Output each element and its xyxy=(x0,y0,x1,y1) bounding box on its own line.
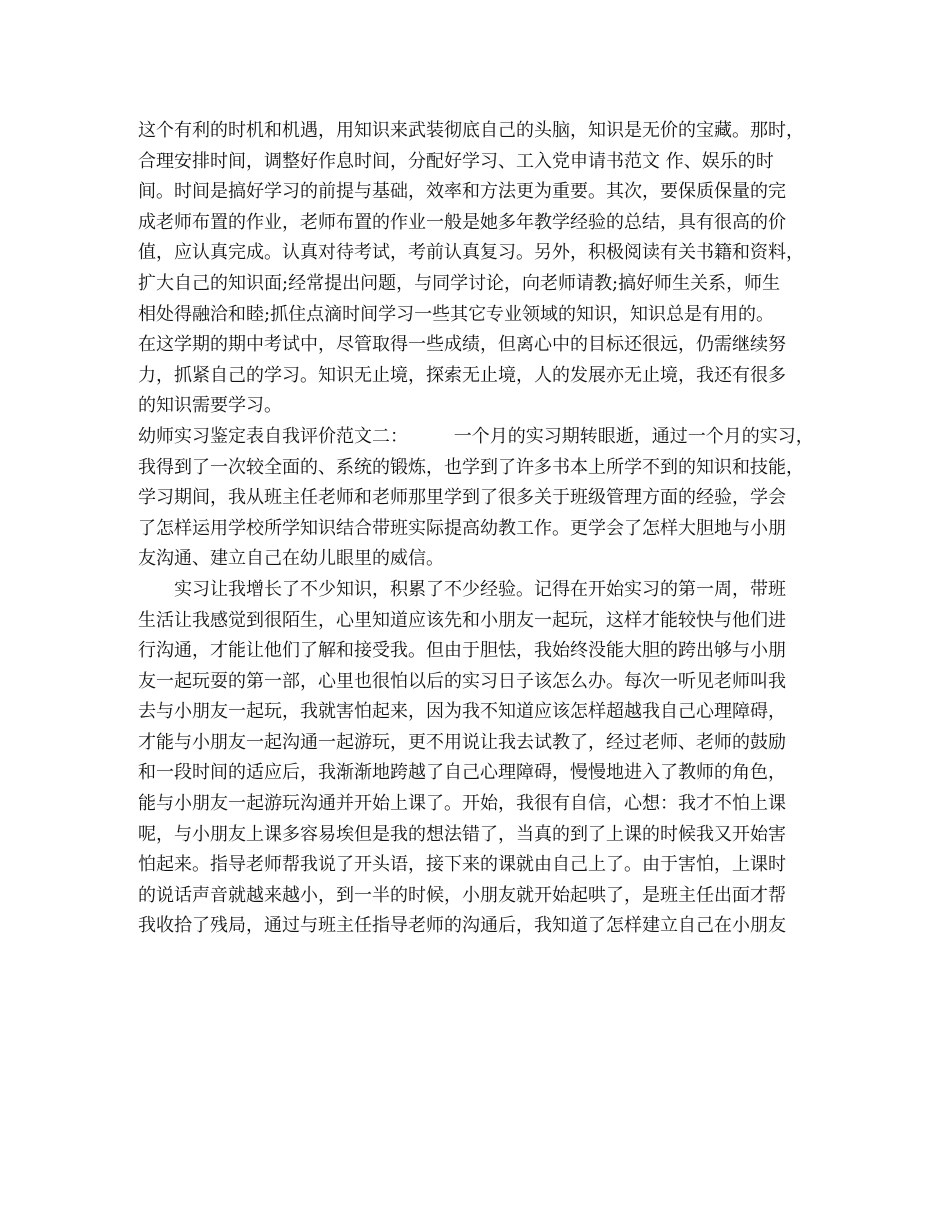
text-line: 的知识需要学习。 xyxy=(138,395,282,417)
text-line: 值，应认真完成。认真对待考试，考前认真复习。另外，积极阅读有关书籍和资料， xyxy=(138,242,804,264)
text-line: 才能与小朋友一起沟通一起游玩，更不用说让我去试教了，经过老师、老师的鼓励 xyxy=(138,731,786,753)
text-line: 和一段时间的适应后，我渐渐地跨越了自己心理障碍，慢慢地进入了教师的角色， xyxy=(138,762,786,784)
text-line: 我得到了一次较全面的、系统的锻炼，也学到了许多书本上所学不到的知识和技能， xyxy=(138,456,804,478)
body-text xyxy=(138,116,838,942)
text-line: 能与小朋友一起游玩沟通并开始上课了。开始，我很有自信，心想：我才不怕上课 xyxy=(138,793,786,815)
text-line: 行沟通，才能让他们了解和接受我。但由于胆怯，我始终没能大胆的跨出够与小朋 xyxy=(138,640,786,662)
text-line: 了怎样运用学校所学知识结合带班实际提高幼教工作。更学会了怎样大胆地与小朋 xyxy=(138,517,786,539)
text-line: 这个有利的时机和机遇，用知识来武装彻底自己的头脑，知识是无价的宝藏。那时， xyxy=(138,120,804,141)
text-line: 友沟通、建立自己在幼儿眼里的威信。 xyxy=(138,548,444,570)
text-line: 的说话声音就越来越小，到一半的时候，小朋友就开始起哄了，是班主任出面才帮 xyxy=(138,884,786,906)
text-line: 在这学期的期中考试中，尽管取得一些成绩，但离心中的目标还很远，仍需继续努 xyxy=(138,334,786,356)
text-line: 间。时间是搞好学习的前提与基础，效率和方法更为重要。其次，要保质保量的完 xyxy=(138,181,786,203)
section-heading-line: 幼师实习鉴定表自我评价范文二： 一个月的实习期转眼逝，通过一个月的实习， xyxy=(138,425,814,447)
text-line: 生活让我感觉到很陌生，心里知道应该先和小朋友一起玩，这样才能较快与他们进 xyxy=(138,609,786,631)
text-line: 合理安排时间，调整好作息时间，分配好学习、工入党申请书范文 作、娱乐的时 xyxy=(138,150,774,172)
text-line: 学习期间，我从班主任老师和老师那里学到了很多关于班级管理方面的经验，学会 xyxy=(138,487,786,509)
text-line: 相处得融洽和睦;抓住点滴时间学习一些其它专业领域的知识，知识总是有用的。 xyxy=(138,303,775,325)
paragraph-start-line: 实习让我增长了不少知识，积累了不少经验。记得在开始实习的第一周，带班 xyxy=(174,578,786,600)
text-line: 怕起来。指导老师帮我说了开头语，接下来的课就由自己上了。由于害怕，上课时 xyxy=(138,854,786,876)
text-line: 扩大自己的知识面;经常提出问题，与同学讨论，向老师请教;搞好师生关系，师生 xyxy=(138,272,781,294)
text-line: 友一起玩耍的第一部，心里也很怕以后的实习日子该怎么办。每次一听见老师叫我 xyxy=(138,670,786,692)
text-line: 呢，与小朋友上课多容易埃但是我的想法错了，当真的到了上课的时候我又开始害 xyxy=(138,823,786,845)
text-line: 我收拾了残局，通过与班主任指导老师的沟通后，我知道了怎样建立自己在小朋友 xyxy=(138,915,786,937)
text-line: 力，抓紧自己的学习。知识无止境，探索无止境，人的发展亦无止境，我还有很多 xyxy=(138,364,786,386)
text-line: 去与小朋友一起玩，我就害怕起来，因为我不知道应该怎样超越我自己心理障碍， xyxy=(138,701,786,723)
text-line: 成老师布置的作业，老师布置的作业一般是她多年教学经验的总结，具有很高的价 xyxy=(138,211,786,233)
